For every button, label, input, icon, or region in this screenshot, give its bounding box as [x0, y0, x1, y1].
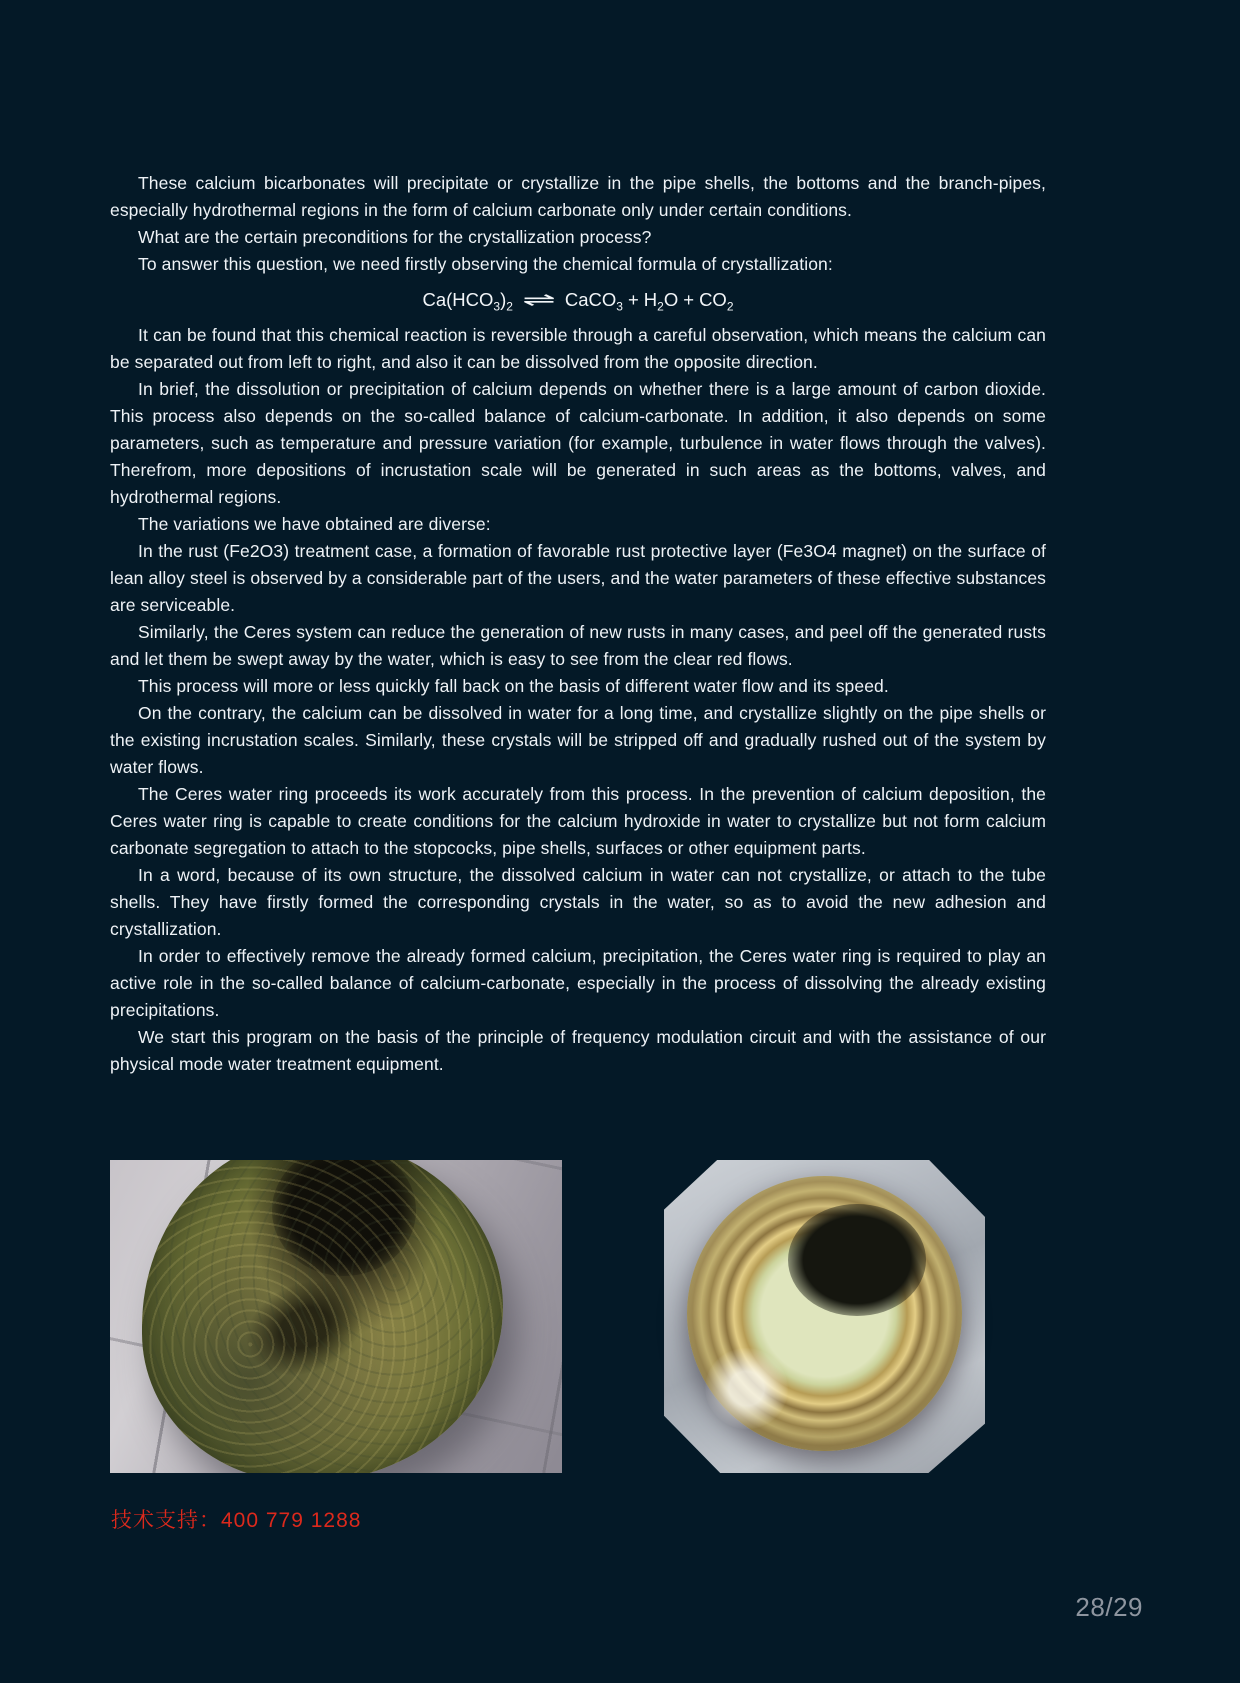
formula-term: O — [663, 289, 679, 310]
paragraph: The Ceres water ring proceeds its work accurately from this process. In the prevention of calcium deposition, the Ceres water ring is capable to create conditions for the calcium hydroxide in water to crystallize but not form calcium carbonate segregation to attach to the stopcocks, pipe shells, surfaces or other equipment parts. — [110, 784, 1046, 858]
photo-corroded-pipe — [110, 1160, 562, 1473]
paragraph: What are the certain preconditions for the crystallization process? — [138, 227, 652, 247]
formula-sub: 2 — [506, 299, 513, 314]
paragraph: It can be found that this chemical reaction is reversible through a careful observation, which means the calcium can be separated out from left to right, and also it can be dissolved from the opposite direction. — [110, 325, 1046, 372]
paragraph: In brief, the dissolution or precipitation of calcium depends on whether there is a large amount of carbon dioxide. This process also depends on the so-called balance of calcium-carbonate. In addition, it also depends on some parameters, such as temperature and pressure variation (for example, turbulence in water flows through the valves). Therefrom, more depositions of incrustation scale will be generated in such areas as the bottoms, valves, and hydrothermal regions. — [110, 379, 1046, 507]
equilibrium-arrow-icon: ⇌ — [522, 290, 556, 311]
article-body — [110, 170, 1046, 1078]
paragraph: This process will more or less quickly fall back on the basis of different water flow and its speed. — [138, 676, 889, 696]
paragraph: The variations we have obtained are diverse: — [138, 514, 491, 534]
formula-sub: 3 — [616, 299, 623, 314]
plus-sign: + — [627, 289, 639, 310]
tech-support-phone: 技术支持：400 779 1288 — [111, 1509, 362, 1532]
paragraph: These calcium bicarbonates will precipitate or crystallize in the pipe shells, the bottoms and the branch-pipes, especially hydrothermal regions in the form of calcium carbonate only under certain conditions. — [110, 173, 1046, 220]
incrustation-scale-blob — [142, 1160, 504, 1473]
page-number: 28/29 — [1075, 1592, 1143, 1622]
paragraph: Similarly, the Ceres system can reduce the generation of new rusts in many cases, and peel off the generated rusts and let them be swept away by the water, which is easy to see from the clear red flows. — [110, 622, 1046, 669]
formula-term: CaCO — [564, 289, 617, 310]
photo-brass-fitting — [586, 1160, 1045, 1473]
paragraph: We start this program on the basis of the principle of frequency modulation circuit and with the assistance of our physical mode water treatment equipment. — [110, 1027, 1046, 1074]
paragraph: On the contrary, the calcium can be dissolved in water for a long time, and crystallize slightly on the pipe shells or the existing incrustation scales. Similarly, these crystals will be stripped off and gradually rushed out of the system by water flows. — [110, 703, 1046, 777]
paragraph: In a word, because of its own structure, the dissolved calcium in water can not crystallize, or attach to the tube shells. They have firstly formed the corresponding crystals in the water, so as to avoid the new adhesion and crystallization. — [110, 865, 1046, 939]
formula-term: H — [643, 289, 658, 310]
scale-texture — [142, 1160, 504, 1473]
plus-sign: + — [683, 289, 695, 310]
paragraph: To answer this question, we need firstly observing the chemical formula of crystallization: — [138, 254, 833, 274]
formula-paren: ) — [500, 289, 507, 310]
formula-term: CO — [699, 289, 727, 310]
paragraph: In the rust (Fe2O3) treatment case, a formation of favorable rust protective layer (Fe3O4 magnet) on the surface of lean alloy steel is observed by a considerable part of the users, and the water parameters of these effective substances are serviceable. — [110, 541, 1046, 615]
formula-sub: 3 — [493, 299, 501, 314]
formula-lhs: Ca(HCO — [422, 289, 494, 310]
fitting-bore-hole — [788, 1204, 926, 1317]
paragraph: In order to effectively remove the already formed calcium, precipitation, the Ceres water ring is required to play an active role in the so-called balance of calcium-carbonate, especially in the process of dissolving the already existing precipitations. — [110, 946, 1046, 1020]
formula-sub: 2 — [726, 299, 734, 314]
chemical-formula — [110, 285, 1046, 316]
formula-sub: 2 — [657, 299, 664, 314]
